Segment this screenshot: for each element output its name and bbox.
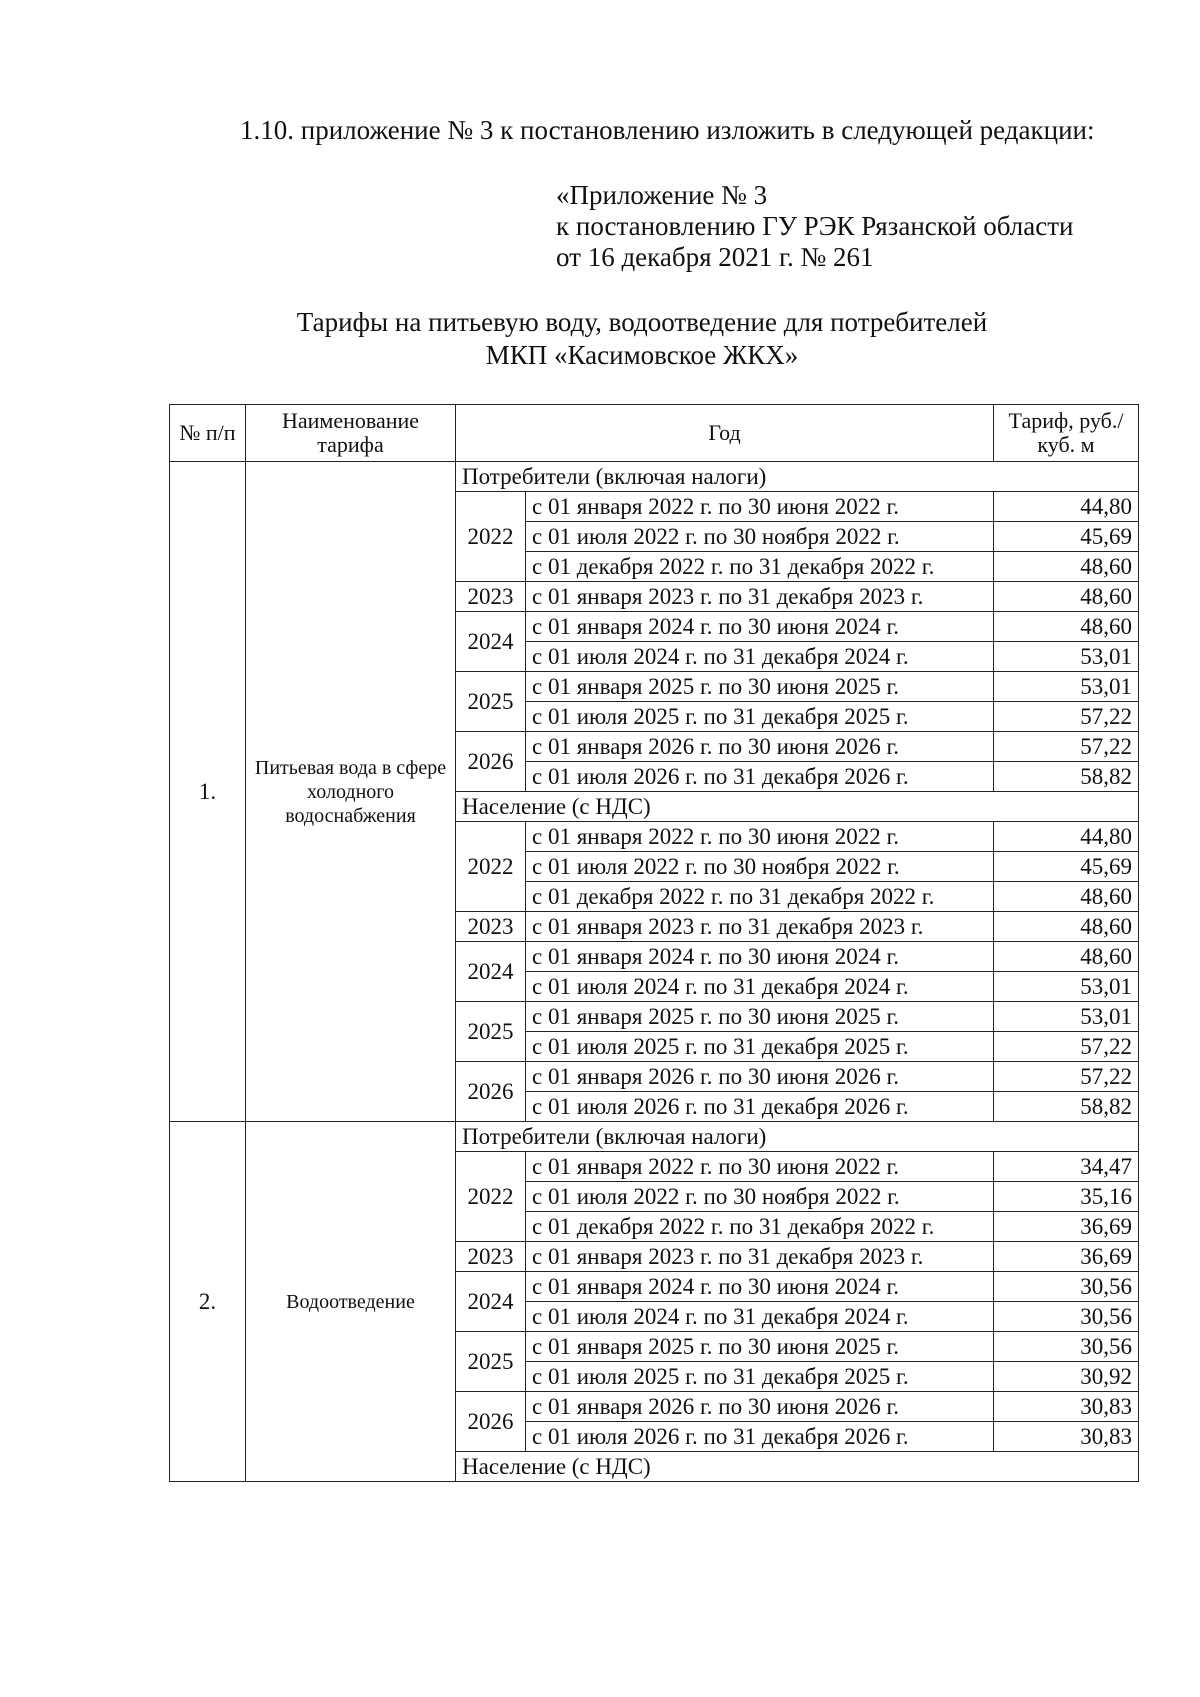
period-cell: с 01 января 2023 г. по 31 декабря 2023 г.: [526, 912, 994, 942]
period-cell: с 01 января 2024 г. по 30 июня 2024 г.: [526, 942, 994, 972]
intro-text: 1.10. приложение № 3 к постановлению изложить в следующей редакции:: [240, 115, 1095, 145]
consumer-group-label: Население (с НДС): [456, 1452, 1139, 1482]
document-title: [168, 306, 1116, 372]
period-cell: с 01 января 2022 г. по 30 июня 2022 г.: [526, 822, 994, 852]
period-cell: с 01 июля 2026 г. по 31 декабря 2026 г.: [526, 1092, 994, 1122]
tariff-value: 53,01: [994, 672, 1139, 702]
tariff-value: 35,16: [994, 1182, 1139, 1212]
year-cell: 2025: [456, 1332, 526, 1392]
tariff-value: 53,01: [994, 972, 1139, 1002]
tariff-name: Водоотведение: [246, 1122, 456, 1482]
tariff-value: 30,56: [994, 1302, 1139, 1332]
year-cell: 2024: [456, 942, 526, 1002]
tariff-value: 53,01: [994, 1002, 1139, 1032]
appendix-reference: [556, 180, 1073, 273]
section-number: 2.: [170, 1122, 246, 1482]
tariff-value: 48,60: [994, 882, 1139, 912]
tariff-value: 53,01: [994, 642, 1139, 672]
year-cell: 2022: [456, 492, 526, 582]
tariff-value: 30,83: [994, 1422, 1139, 1452]
tariff-table-body: [170, 462, 1139, 1482]
year-cell: 2023: [456, 582, 526, 612]
period-cell: с 01 июля 2022 г. по 30 ноября 2022 г.: [526, 522, 994, 552]
year-cell: 2022: [456, 822, 526, 912]
intro-paragraph: [168, 112, 1116, 148]
tariff-value: 57,22: [994, 702, 1139, 732]
period-cell: с 01 января 2026 г. по 30 июня 2026 г.: [526, 732, 994, 762]
group-row: [170, 1122, 1139, 1152]
tariff-value: 45,69: [994, 522, 1139, 552]
tariff-value: 57,22: [994, 1032, 1139, 1062]
period-cell: с 01 июля 2025 г. по 31 декабря 2025 г.: [526, 1362, 994, 1392]
tariff-value: 34,47: [994, 1152, 1139, 1182]
year-cell: 2026: [456, 732, 526, 792]
period-cell: с 01 января 2025 г. по 30 июня 2025 г.: [526, 1332, 994, 1362]
period-cell: с 01 июля 2024 г. по 31 декабря 2024 г.: [526, 972, 994, 1002]
period-cell: с 01 января 2023 г. по 31 декабря 2023 г.: [526, 582, 994, 612]
period-cell: с 01 июля 2022 г. по 30 ноября 2022 г.: [526, 1182, 994, 1212]
tariff-value: 36,69: [994, 1242, 1139, 1272]
period-cell: с 01 июля 2026 г. по 31 декабря 2026 г.: [526, 1422, 994, 1452]
tariff-value: 36,69: [994, 1212, 1139, 1242]
period-cell: с 01 июля 2025 г. по 31 декабря 2025 г.: [526, 1032, 994, 1062]
period-cell: с 01 июля 2025 г. по 31 декабря 2025 г.: [526, 702, 994, 732]
tariff-value: 58,82: [994, 1092, 1139, 1122]
period-cell: с 01 июля 2022 г. по 30 ноября 2022 г.: [526, 852, 994, 882]
period-cell: с 01 января 2022 г. по 30 июня 2022 г.: [526, 1152, 994, 1182]
period-cell: с 01 января 2024 г. по 30 июня 2024 г.: [526, 612, 994, 642]
period-cell: с 01 января 2026 г. по 30 июня 2026 г.: [526, 1062, 994, 1092]
year-cell: 2023: [456, 912, 526, 942]
tariff-value: 30,83: [994, 1392, 1139, 1422]
year-cell: 2022: [456, 1152, 526, 1242]
appendix-line-3: от 16 декабря 2021 г. № 261: [556, 242, 874, 272]
tariff-value: 48,60: [994, 612, 1139, 642]
year-cell: 2024: [456, 612, 526, 672]
tariff-value: 48,60: [994, 582, 1139, 612]
year-cell: 2024: [456, 1272, 526, 1332]
year-cell: 2025: [456, 672, 526, 732]
tariff-table: [169, 404, 1139, 1482]
period-cell: с 01 января 2025 г. по 30 июня 2025 г.: [526, 1002, 994, 1032]
period-cell: с 01 января 2025 г. по 30 июня 2025 г.: [526, 672, 994, 702]
period-cell: с 01 июля 2024 г. по 31 декабря 2024 г.: [526, 642, 994, 672]
period-cell: с 01 января 2023 г. по 31 декабря 2023 г.: [526, 1242, 994, 1272]
tariff-value: 44,80: [994, 492, 1139, 522]
tariff-value: 30,56: [994, 1332, 1139, 1362]
period-cell: с 01 января 2026 г. по 30 июня 2026 г.: [526, 1392, 994, 1422]
appendix-line-2: к постановлению ГУ РЭК Рязанской области: [556, 211, 1074, 241]
appendix-line-1: «Приложение № 3: [556, 180, 768, 210]
tariff-value: 45,69: [994, 852, 1139, 882]
header-name: Наименование тарифа: [246, 405, 456, 462]
period-cell: с 01 января 2022 г. по 30 июня 2022 г.: [526, 492, 994, 522]
period-cell: с 01 декабря 2022 г. по 31 декабря 2022 г.: [526, 882, 994, 912]
year-cell: 2025: [456, 1002, 526, 1062]
header-year: Год: [456, 405, 994, 462]
consumer-group-label: Население (с НДС): [456, 792, 1139, 822]
period-cell: с 01 декабря 2022 г. по 31 декабря 2022 г.: [526, 1212, 994, 1242]
group-row: [170, 462, 1139, 492]
tariff-name: Питьевая вода в сфере холодного водоснабжения: [246, 462, 456, 1122]
tariff-value: 48,60: [994, 912, 1139, 942]
year-cell: 2026: [456, 1062, 526, 1122]
title-line-2: МКП «Касимовское ЖКХ»: [485, 340, 799, 370]
tariff-value: 57,22: [994, 732, 1139, 762]
tariff-value: 58,82: [994, 762, 1139, 792]
section-number: 1.: [170, 462, 246, 1122]
period-cell: с 01 июля 2024 г. по 31 декабря 2024 г.: [526, 1302, 994, 1332]
period-cell: с 01 декабря 2022 г. по 31 декабря 2022 г.: [526, 552, 994, 582]
header-tariff: Тариф, руб./куб. м: [994, 405, 1139, 462]
consumer-group-label: Потребители (включая налоги): [456, 1122, 1139, 1152]
tariff-value: 57,22: [994, 1062, 1139, 1092]
tariff-value: 30,92: [994, 1362, 1139, 1392]
header-num: № п/п: [170, 405, 246, 462]
tariff-value: 30,56: [994, 1272, 1139, 1302]
consumer-group-label: Потребители (включая налоги): [456, 462, 1139, 492]
title-line-1: Тарифы на питьевую воду, водоотведение для потребителей: [296, 307, 988, 337]
tariff-value: 44,80: [994, 822, 1139, 852]
tariff-value: 48,60: [994, 942, 1139, 972]
tariff-value: 48,60: [994, 552, 1139, 582]
table-header-row: [170, 405, 1139, 462]
period-cell: с 01 января 2024 г. по 30 июня 2024 г.: [526, 1272, 994, 1302]
period-cell: с 01 июля 2026 г. по 31 декабря 2026 г.: [526, 762, 994, 792]
year-cell: 2026: [456, 1392, 526, 1452]
year-cell: 2023: [456, 1242, 526, 1272]
